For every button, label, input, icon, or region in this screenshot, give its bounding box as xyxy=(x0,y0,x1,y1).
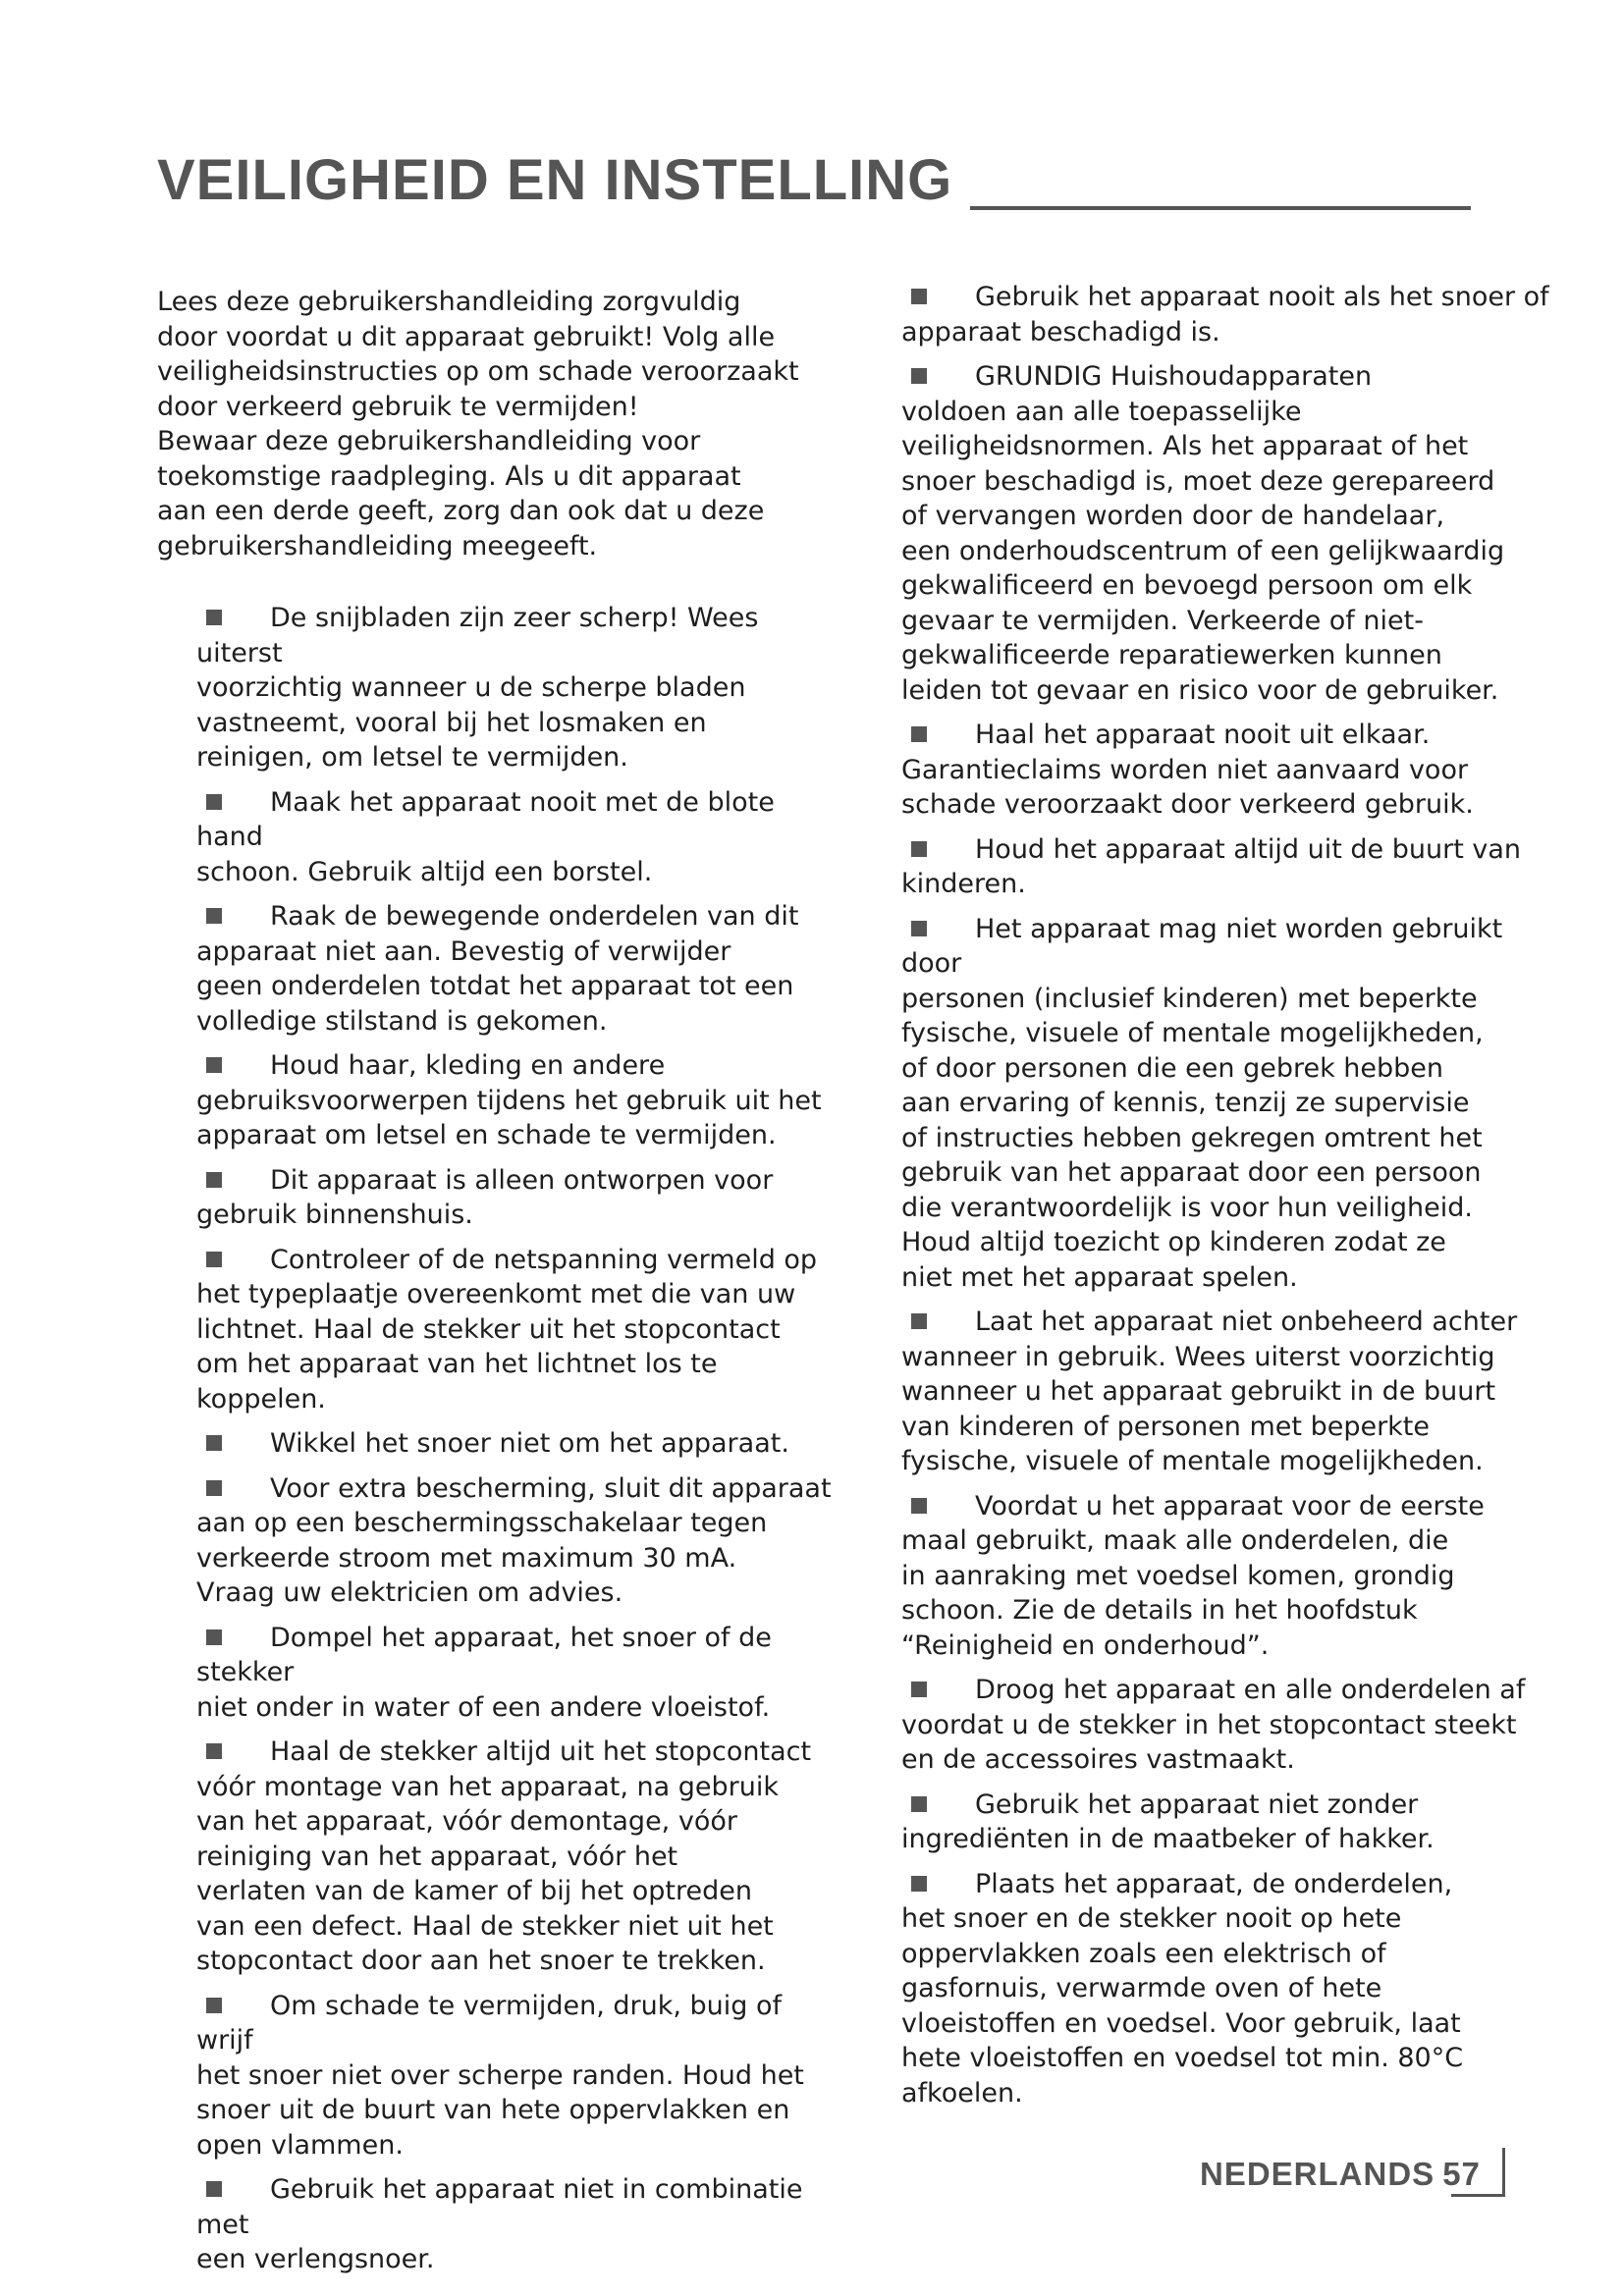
list-item xyxy=(157,785,844,890)
list-item-text: Houd het apparaat altijd uit de buurt van kinderen. xyxy=(901,833,1522,899)
bullet-square-icon xyxy=(206,610,222,625)
list-item-text: Het apparaat mag niet worden gebruikt door personen (inclusief kinderen) met beperkte fysische, visuele of mentale mogelijkheden, of door personen die een gebrek hebben aan ervaring of kennis, tenzij ze supervisie of instructies hebben gekregen omtrent het gebruik van het apparaat door een persoon die verantwoordelijk is voor hun veiligheid. Houd altijd toezicht op kinderen zodat ze niet met het apparaat spelen. xyxy=(901,913,1503,1293)
list-item xyxy=(157,2172,844,2277)
bullet-square-icon xyxy=(206,794,222,810)
list-item-text: Voordat u het apparaat voor de eerste maal gebruikt, maak alle onderdelen, die in aanraking met voedsel komen, grondig schoon. Zie de details in het hoofdstuk “Reinigheid en onderhoud”. xyxy=(901,1490,1485,1661)
bullet-square-icon xyxy=(206,1743,222,1759)
list-item xyxy=(157,1989,844,2163)
list-item-text: Gebruik het apparaat niet in combinatie met een verlengsnoer. xyxy=(196,2174,803,2274)
list-item-text: Raak de bewegende onderdelen van dit apparaat niet aan. Bevestig of verwijder geen onderdelen totdat het apparaat tot een volledige stilstand is gekomen. xyxy=(196,901,799,1037)
list-item xyxy=(901,1673,1549,1778)
list-item xyxy=(901,1867,1549,2111)
list-item xyxy=(157,1163,844,1233)
bullet-square-icon xyxy=(206,1480,222,1496)
list-item-text: Haal het apparaat nooit uit elkaar. Garantieclaims worden niet aanvaard voor schade veroorzaakt door verkeerd gebruik. xyxy=(901,720,1474,820)
list-item-text: Controleer of de netspanning vermeld op het typeplaatje overeenkomt met die van uw lichtnet. Haal de stekker uit het stopcontact om het apparaat van het lichtnet los te koppelen. xyxy=(196,1244,818,1415)
list-item xyxy=(157,1735,844,1979)
list-item xyxy=(901,280,1549,349)
list-item-text: Plaats het apparaat, de onderdelen, het snoer en de stekker nooit op hete oppervlakken zoals een elektrisch of gasfornuis, verwarmde oven of hete vloeistoffen en voedsel. Voor gebruik, laat hete vloeistoffen en voedsel tot min. 80°C afkoelen. xyxy=(901,1868,1464,2109)
bullet-square-icon xyxy=(911,726,927,742)
page-footer xyxy=(1200,2156,1481,2193)
list-item xyxy=(157,1471,844,1611)
page-title: VEILIGHEID EN INSTELLING xyxy=(157,148,953,212)
list-item xyxy=(901,718,1549,823)
list-item-text: Gebruik het apparaat niet zonder ingrediënten in de maatbeker of hakker. xyxy=(901,1789,1435,1854)
bullet-square-icon xyxy=(911,368,927,384)
bullet-square-icon xyxy=(911,1876,927,1892)
list-item-text: Wikkel het snoer niet om het apparaat. xyxy=(270,1428,789,1459)
list-item xyxy=(901,912,1549,1296)
intro-paragraph: Lees deze gebruikershandleiding zorgvuldig door voordat u dit apparaat gebruikt! Volg alle veiligheidsinstructies op om schade veroorzaakt door verkeerd gebruik te vermijden! Bewaar deze gebruikershandleiding voor toekomstige raadpleging. Als u dit apparaat aan een derde geeft, zorg dan ook dat u deze gebruikershandleiding meegeeft. xyxy=(157,287,799,561)
bullet-square-icon xyxy=(911,1796,927,1812)
list-item xyxy=(901,1305,1549,1479)
list-item xyxy=(157,601,844,775)
list-item xyxy=(901,1489,1549,1664)
bullet-square-icon xyxy=(206,1998,222,2013)
bullet-square-icon xyxy=(206,1252,222,1267)
bullet-square-icon xyxy=(206,1057,222,1073)
bullet-square-icon xyxy=(911,1682,927,1697)
page-number: 57 xyxy=(1442,2156,1481,2192)
bullet-square-icon xyxy=(911,921,927,936)
list-item xyxy=(901,1788,1549,1857)
bullet-square-icon xyxy=(206,1435,222,1451)
list-item-text: Houd haar, kleding en andere gebruiksvoorwerpen tijdens het gebruik uit het apparaat om letsel en schade te vermijden. xyxy=(196,1050,822,1150)
list-item-text: Droog het apparaat en alle onderdelen af voordat u de stekker in het stopcontact steekt en de accessoires vastmaakt. xyxy=(901,1675,1526,1775)
bullet-square-icon xyxy=(206,2181,222,2197)
list-item xyxy=(901,832,1549,902)
list-item xyxy=(157,1621,844,1726)
title-rule xyxy=(970,206,1471,210)
list-item-text: Om schade te vermijden, druk, buig of wrijf het snoer niet over scherpe randen. Houd het snoer uit de buurt van hete oppervlakken en open vlammen. xyxy=(196,1990,804,2161)
bullet-square-icon xyxy=(911,841,927,857)
list-item-text: Maak het apparaat nooit met de blote hand schoon. Gebruik altijd een borstel. xyxy=(196,786,775,887)
list-item-text: De snijbladen zijn zeer scherp! Wees uiterst voorzichtig wanneer u de scherpe bladen vastneemt, vooral bij het losmaken en reinigen, om letsel te vermijden. xyxy=(196,603,759,773)
list-item-text: Haal de stekker altijd uit het stopcontact vóór montage van het apparaat, na gebruik van het apparaat, vóór demontage, vóór reiniging van het apparaat, vóór het verlaten van de kamer of bij het optreden van een defect. Haal de stekker niet uit het stopcontact door aan het snoer te trekken. xyxy=(196,1736,812,1976)
list-item xyxy=(901,359,1549,708)
page-number-underline xyxy=(1451,2194,1505,2197)
list-item xyxy=(157,899,844,1039)
left-column xyxy=(157,285,844,2287)
list-item xyxy=(157,1243,844,1417)
bullet-square-icon xyxy=(206,1172,222,1188)
list-item-text: Laat het apparaat niet onbeheerd achter wanneer in gebruik. Wees uiterst voorzichtig wanneer u het apparaat gebruikt in de buurt van kinderen of personen met beperkte fysische, visuele of mentale mogelijkheden. xyxy=(901,1307,1518,1476)
right-column xyxy=(901,280,1549,2120)
list-item-text: Voor extra bescherming, sluit dit apparaat aan op een beschermingsschakelaar tegen verkeerde stroom met maximum 30 mA. Vraag uw elektricien om advies. xyxy=(196,1472,832,1608)
list-item-text: GRUNDIG Huishoudapparaten voldoen aan alle toepasselijke veiligheidsnormen. Als het apparaat of het snoer beschadigd is, moet deze gerepareerd of vervangen worden door de handelaar, een onderhoudscentrum of een gelijkwaardig gekwalificeerd en bevoegd persoon om elk gevaar te vermijden. Verkeerde of niet- gekwalificeerde reparatiewerken kunnen leiden tot gevaar en risico voor de gebruiker. xyxy=(901,361,1505,706)
list-item-text: Dompel het apparaat, het snoer of de stekker niet onder in water of een andere vloeistof. xyxy=(196,1622,772,1723)
footer-language: NEDERLANDS xyxy=(1200,2156,1435,2192)
list-item xyxy=(157,1426,844,1462)
bullet-square-icon xyxy=(911,1498,927,1514)
bullet-square-icon xyxy=(911,1313,927,1329)
bullet-square-icon xyxy=(206,1629,222,1645)
bullet-square-icon xyxy=(911,289,927,304)
bullet-square-icon xyxy=(206,908,222,924)
list-item-text: Gebruik het apparaat nooit als het snoer of apparaat beschadigd is. xyxy=(901,282,1549,347)
list-item xyxy=(157,1048,844,1153)
footer-divider xyxy=(1502,2148,1505,2197)
list-item-text: Dit apparaat is alleen ontworpen voor gebruik binnenshuis. xyxy=(196,1164,774,1230)
